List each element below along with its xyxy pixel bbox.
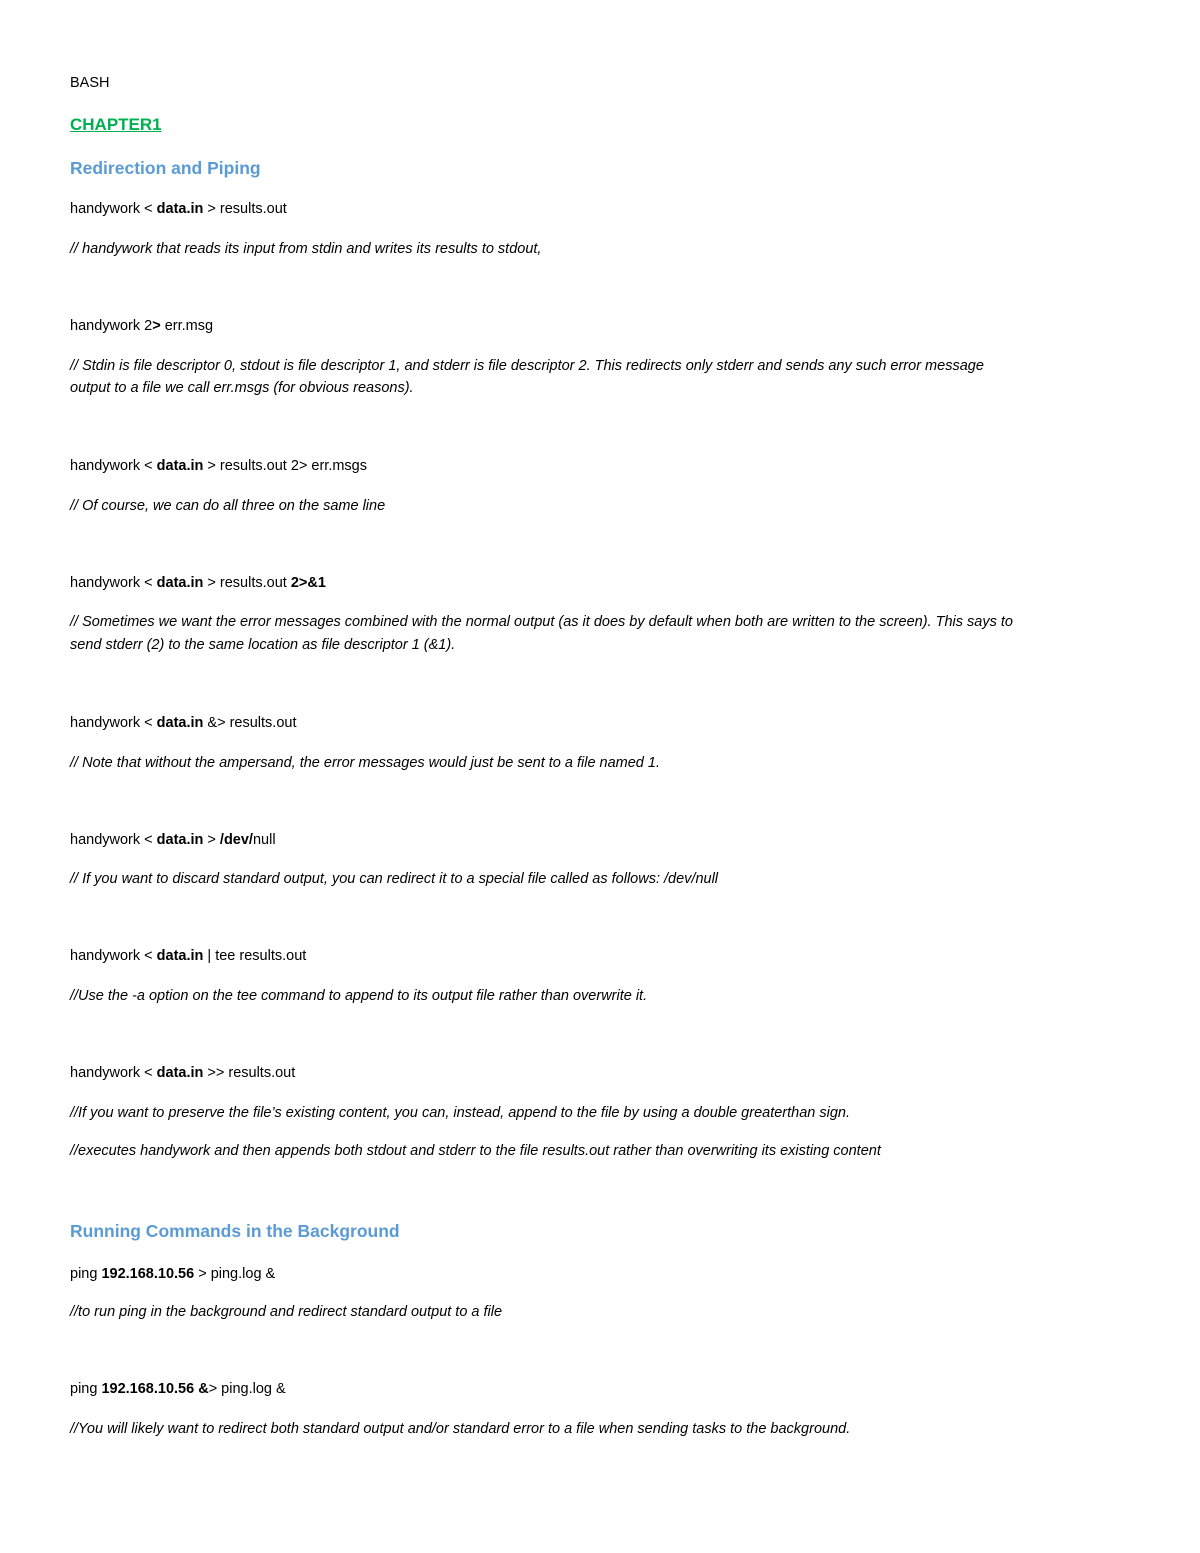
command-line: handywork 2> err.msg: [70, 318, 214, 334]
comment-line: //If you want to preserve the file’s existing content, you can, instead, append to the file by using a double greaterthan sign.: [70, 1105, 851, 1121]
section-heading-background: Running Commands in the Background: [70, 1221, 400, 1241]
comment-line: // If you want to discard standard output, you can redirect it to a special file called as follows: /dev/null: [70, 871, 719, 887]
comment-line: // Note that without the ampersand, the error messages would just be sent to a file named 1.: [70, 755, 660, 771]
command-line: handywork < data.in > results.out: [70, 201, 287, 217]
comment-line: //Use the -a option on the tee command to append to its output file rather than overwrite it.: [70, 988, 648, 1004]
command-line: handywork < data.in > results.out 2> err.msgs: [70, 458, 367, 474]
comment-line: // Sometimes we want the error messages combined with the normal output (as it does by default when both are written to the screen). This says to: [70, 614, 1013, 630]
comment-line: // Of course, we can do all three on the same line: [70, 498, 386, 514]
command-line: handywork < data.in &> results.out: [70, 715, 297, 731]
comment-line: //to run ping in the background and redirect standard output to a file: [70, 1304, 503, 1320]
command-line: ping 192.168.10.56 > ping.log &: [70, 1266, 276, 1282]
comment-line-continued: send stderr (2) to the same location as file descriptor 1 (&1).: [70, 637, 456, 653]
command-line: ping 192.168.10.56 &> ping.log &: [70, 1381, 286, 1397]
command-line: handywork < data.in > results.out 2>&1: [70, 575, 326, 591]
comment-line: //executes handywork and then appends both stdout and stderr to the file results.out rather than overwriting its existing content: [70, 1143, 881, 1159]
document-title: BASH: [70, 75, 110, 91]
comment-line: // handywork that reads its input from stdin and writes its results to stdout,: [70, 241, 542, 257]
section-heading-redirection: Redirection and Piping: [70, 158, 261, 178]
chapter-heading: CHAPTER1: [70, 115, 162, 134]
comment-line-continued: output to a file we call err.msgs (for obvious reasons).: [70, 380, 414, 396]
command-line: handywork < data.in | tee results.out: [70, 948, 307, 964]
command-line: handywork < data.in >> results.out: [70, 1065, 296, 1081]
command-line: handywork < data.in > /dev/null: [70, 832, 276, 848]
comment-line: //You will likely want to redirect both standard output and/or standard error to a file when sending tasks to the background.: [70, 1421, 851, 1437]
comment-line: // Stdin is file descriptor 0, stdout is file descriptor 1, and stderr is file descriptor 2. This redirects only stderr and sends any such error message: [70, 358, 984, 374]
